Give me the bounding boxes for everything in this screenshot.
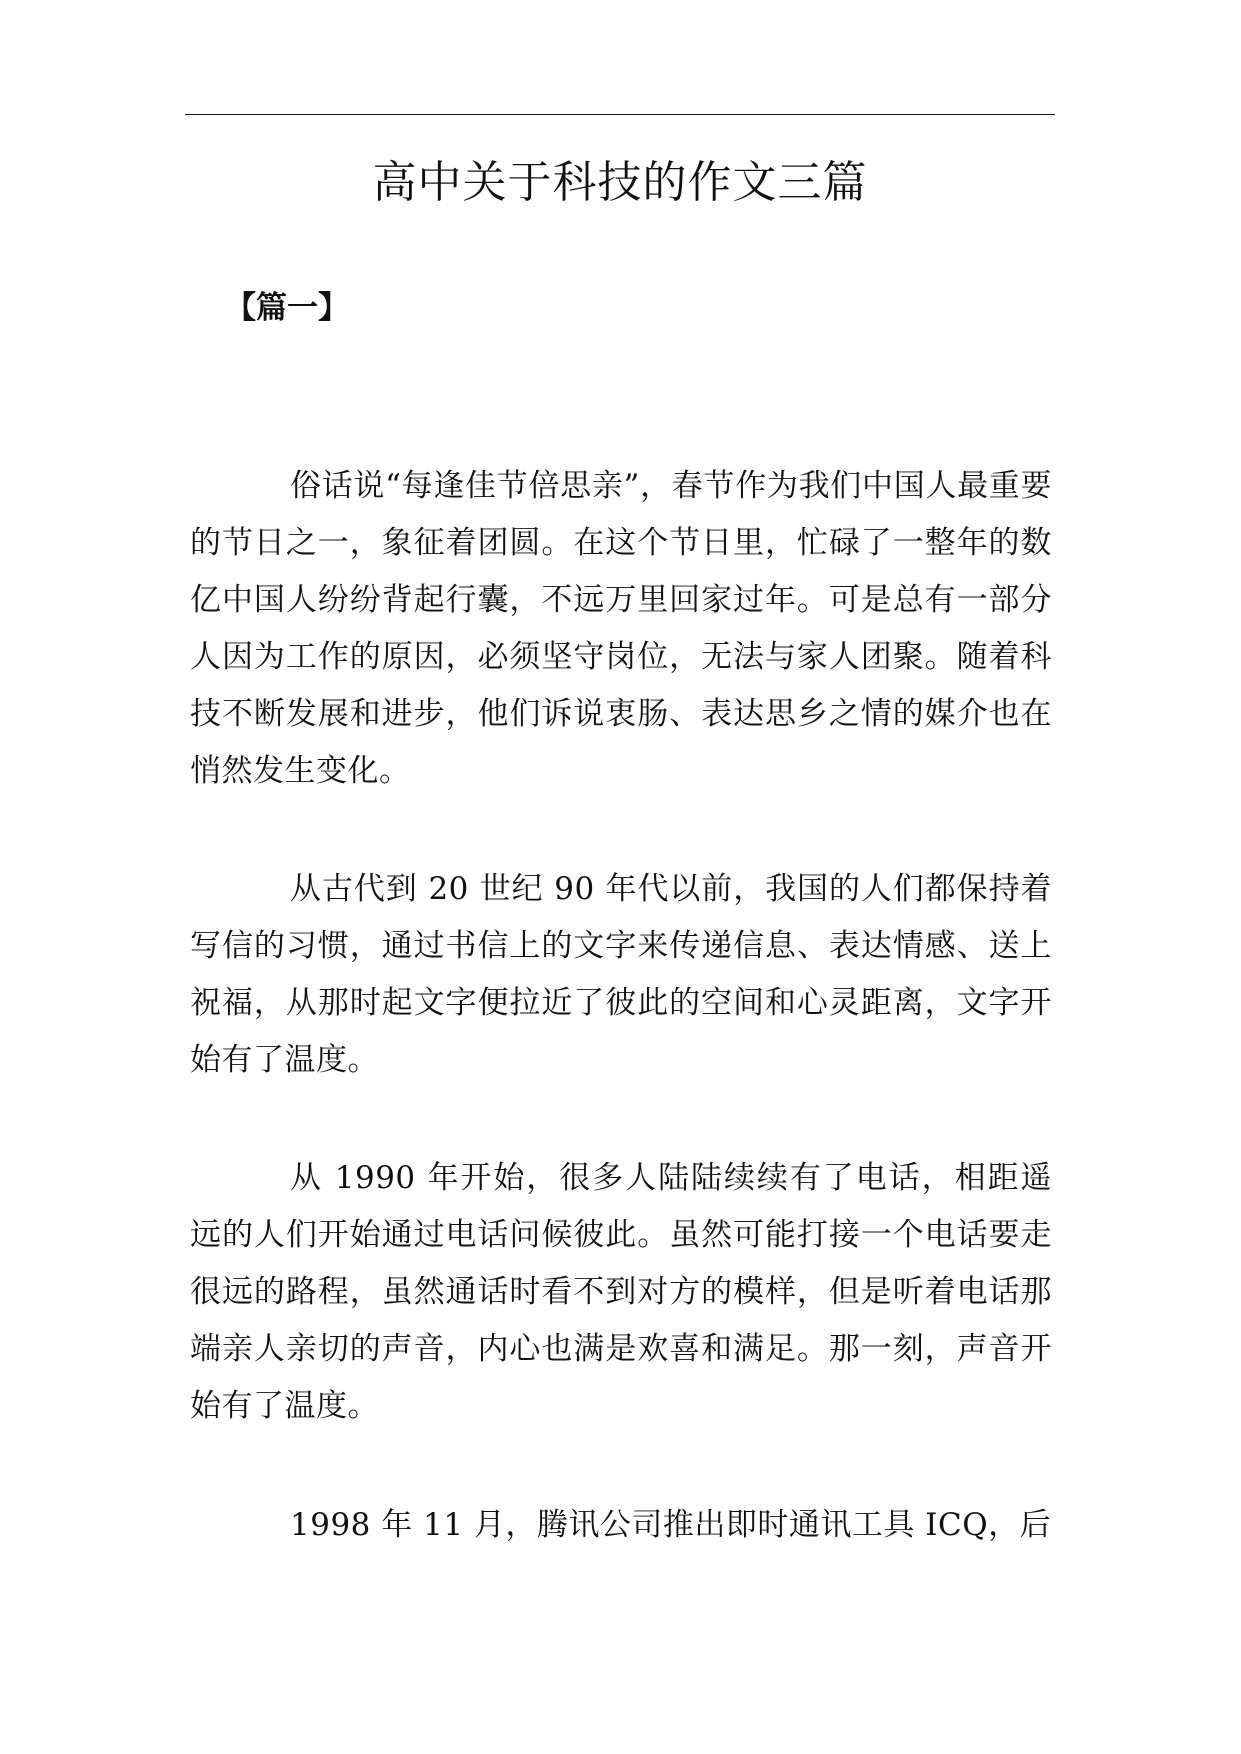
paragraph-2: 从古代到 20 世纪 90 年代以前，我国的人们都保持着写信的习惯，通过书信上的文字来传递信息、表达情感、送上祝福，从那时起文字便拉近了彼此的空间和心灵距离，文字开始有了温度。 — [190, 871, 1052, 1078]
header-rule — [185, 114, 1055, 115]
paragraph-3: 从 1990 年开始，很多人陆陆续续有了电话，相距遥远的人们开始通过电话问候彼此。虽然可能打接一个电话要走很远的路程，虽然通话时看不到对方的模样，但是听着电话那端亲人亲切的声音，内心也满是欢喜和满足。那一刻，声音开始有了温度。 — [190, 1160, 1052, 1424]
page-title: 高中关于科技的作文三篇 — [372, 157, 868, 208]
paragraph-4: 1998 年 11 月，腾讯公司推出即时通讯工具 ICQ，后 — [290, 1507, 1052, 1543]
section-heading: 【篇一】 — [225, 290, 349, 326]
paragraph-1: 俗话说“每逢佳节倍思亲”，春节作为我们中国人最重要的节日之一，象征着团圆。在这个节日里，忙碌了一整年的数亿中国人纷纷背起行囊，不远万里回家过年。可是总有一部分人因为工作的原因，必须坚守岗位，无法与家人团聚。随着科技不断发展和进步，他们诉说衷肠、表达思乡之情的媒介也在悄然发生变化。 — [190, 468, 1052, 789]
